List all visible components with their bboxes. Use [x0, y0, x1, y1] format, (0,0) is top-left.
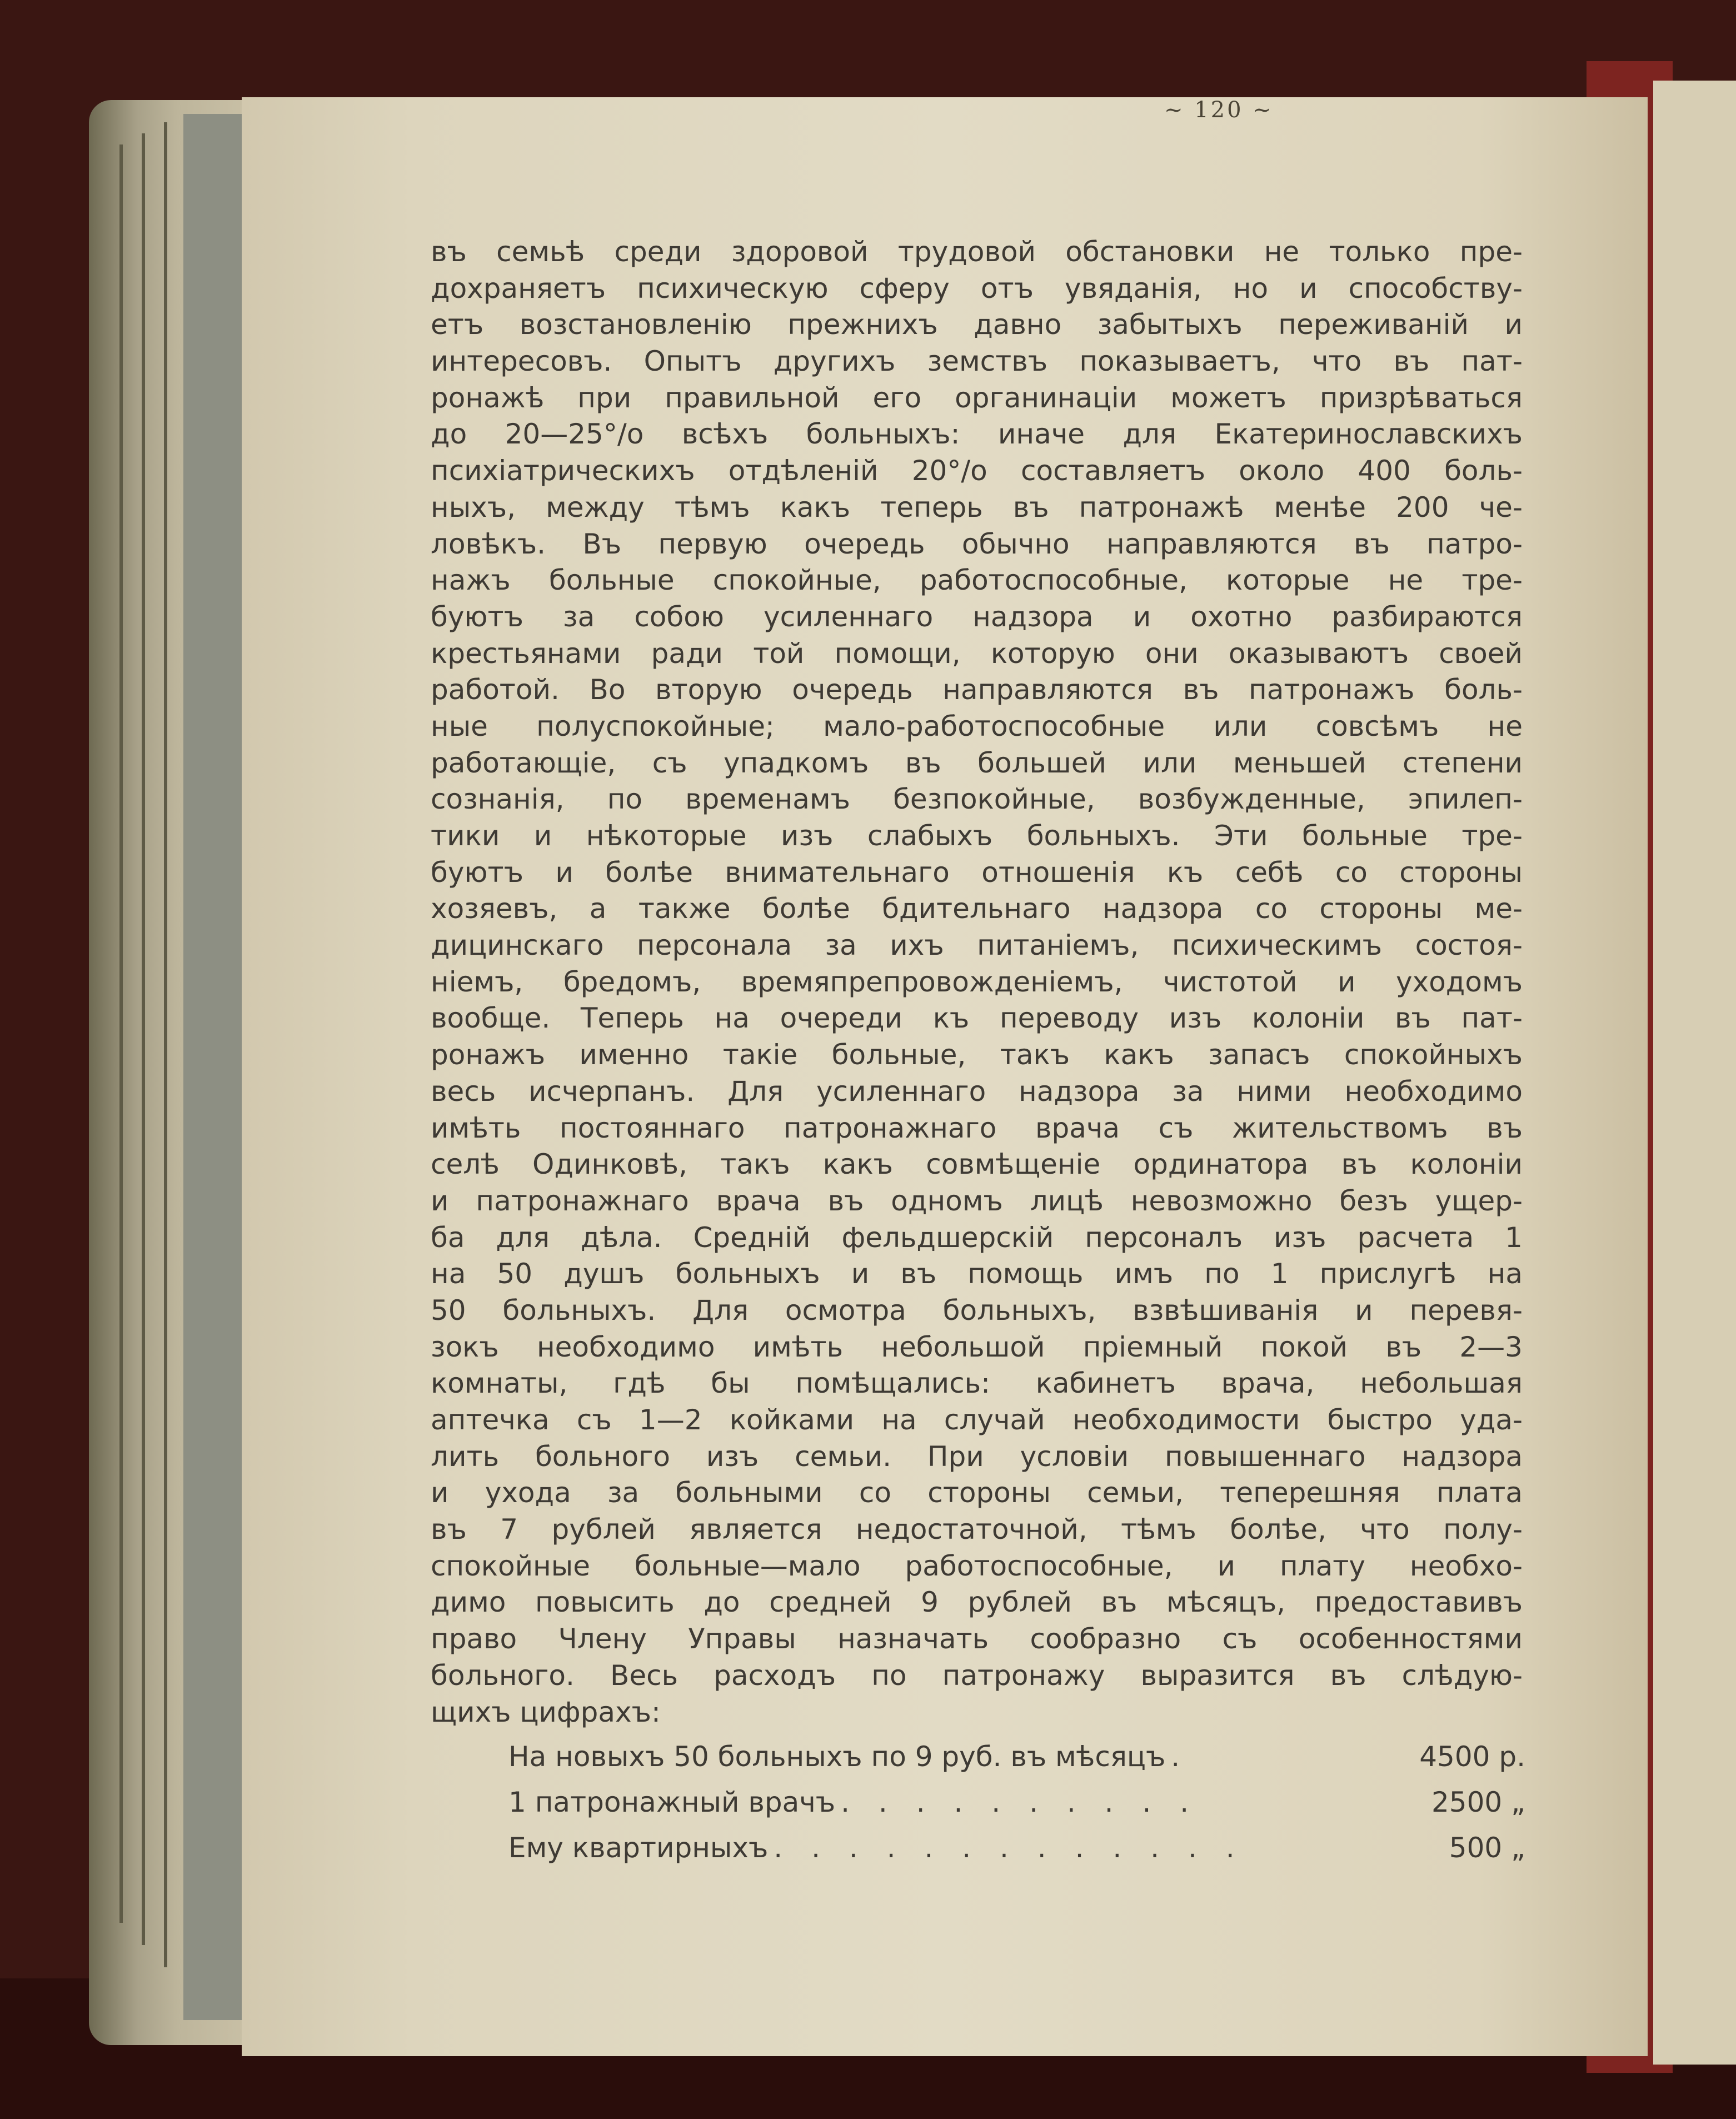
- ledger-label: 1 патронажный врачъ: [508, 1786, 836, 1818]
- ledger-amount: 500 „: [1449, 1832, 1525, 1864]
- ledger-amount: 2500 „: [1431, 1786, 1525, 1818]
- ledger-leader-dots: . . . . . . . . . .: [841, 1786, 1199, 1818]
- expense-ledger: [508, 1734, 1525, 1871]
- text-line: ронажъ именно такіе больные, такъ какъ запасъ спокойныхъ: [431, 1039, 1523, 1071]
- text-line: етъ возстановленію прежнихъ давно забытыхъ переживаній и: [431, 308, 1523, 341]
- text-line: психіатрическихъ отдѣленій 20°/o составляетъ около 400 боль-: [431, 455, 1523, 487]
- text-line: до 20—25°/o всѣхъ больныхъ: иначе для Екатеринославскихъ: [431, 418, 1523, 451]
- text-line: буютъ за собою усиленнаго надзора и охотно разбираются: [431, 600, 1523, 633]
- text-line: ба для дѣла. Среднiй фельдшерскiй персоналъ изъ расчета 1: [431, 1221, 1523, 1254]
- text-line: лить больного изъ семьи. При условіи повышеннаго надзора: [431, 1440, 1523, 1473]
- body-paragraph: [431, 234, 1523, 1731]
- text-line: имѣть постояннаго патронажнаго врача съ жительствомъ въ: [431, 1111, 1523, 1144]
- ledger-row: [508, 1825, 1525, 1871]
- text-line: ловѣкъ. Въ первую очередь обычно направляются въ патро-: [431, 527, 1523, 560]
- text-line: зокъ необходимо имѣть небольшой пріемный покой въ 2—3: [431, 1330, 1523, 1363]
- stack-edge-line: [164, 122, 167, 1967]
- text-line: спокойные больные—мало работоспособные, и плату необхо-: [431, 1549, 1523, 1582]
- text-line: право Члену Управы назначать сообразно съ особенностями: [431, 1623, 1523, 1656]
- text-line: дохраняетъ психическую сферу отъ увяданія, но и способству-: [431, 272, 1523, 305]
- text-line: селѣ Одинковѣ, такъ какъ совмѣщеніе ординатора въ колоніи: [431, 1148, 1523, 1181]
- text-line: хозяевъ, а также болѣе бдительнаго надзора со стороны ме-: [431, 893, 1523, 925]
- text-line: и ухода за больными со стороны семьи, теперешняя плата: [431, 1477, 1523, 1509]
- text-line: нажъ больные спокойные, работоспособные, которые не тре-: [431, 564, 1523, 597]
- text-line: тики и нѣкоторые изъ слабыхъ больныхъ. Эти больные тре-: [431, 820, 1523, 852]
- ledger-row: [508, 1734, 1525, 1779]
- text-line: щихъ цифрахъ:: [431, 1696, 661, 1728]
- text-line: и патронажнаго врача въ одномъ лицѣ невозможно безъ ущер-: [431, 1184, 1523, 1217]
- text-line: вообще. Теперь на очереди къ переводу изъ колоніи въ пат-: [431, 1002, 1523, 1035]
- ledger-leader-dots: . . . . . . . . . . . . .: [774, 1832, 1245, 1864]
- text-line: дицинскаго персонала за ихъ питаніемъ, психическимъ состоя-: [431, 929, 1523, 962]
- text-line: ные полуспокойные; мало-работоспособные или совсѣмъ не: [431, 710, 1523, 742]
- text-line: буютъ и болѣе внимательнаго отношенія къ себѣ со стороны: [431, 856, 1523, 889]
- text-line: крестьянами ради той помощи, которую они оказываютъ своей: [431, 637, 1523, 670]
- text-line: аптечка съ 1—2 койками на случай необходимости быстро уда-: [431, 1404, 1523, 1436]
- text-line: больного. Весь расходъ по патронажу выразится въ слѣдую-: [431, 1659, 1523, 1692]
- document-page: [242, 97, 1648, 2056]
- text-line: въ семьѣ среди здоровой трудовой обстановки не только пре-: [431, 236, 1523, 268]
- text-line: ныхъ, между тѣмъ какъ теперь въ патронажѣ менѣе 200 че-: [431, 491, 1523, 523]
- stack-edge-line: [142, 133, 145, 1945]
- text-line: интересовъ. Опытъ другихъ земствъ показываетъ, что въ пат-: [431, 345, 1523, 378]
- text-line: работающіе, съ упадкомъ въ большей или меньшей степени: [431, 746, 1523, 779]
- ledger-label: На новыхъ 50 больныхъ по 9 руб. въ мѣсяцъ: [508, 1741, 1166, 1773]
- text-line: димо повысить до средней 9 рублей въ мѣсяцъ, предоставивъ: [431, 1586, 1523, 1619]
- page-gutter-band: [183, 114, 245, 2020]
- text-line: на 50 душъ больныхъ и въ помощь имъ по 1 прислугѣ на: [431, 1258, 1523, 1290]
- text-line: 50 больныхъ. Для осмотра больныхъ, взвѣшиванія и перевя-: [431, 1294, 1523, 1327]
- page-header-mark: ~ 120 ~: [1164, 97, 1274, 123]
- facing-page-edge: [1653, 81, 1736, 2065]
- text-line: весь исчерпанъ. Для усиленнаго надзора за ними необходимо: [431, 1075, 1523, 1108]
- text-line: въ 7 рублей является недостаточной, тѣмъ болѣе, что полу-: [431, 1513, 1523, 1546]
- text-line: комнаты, гдѣ бы помѣщались: кабинетъ врача, небольшая: [431, 1367, 1523, 1400]
- stack-edge-line: [119, 144, 123, 1923]
- text-line: сознанія, по временамъ безпокойные, возбужденные, эпилеп-: [431, 783, 1523, 816]
- ledger-leader-dots: .: [1171, 1741, 1190, 1773]
- text-line: работой. Во вторую очередь направляются въ патронажъ боль-: [431, 674, 1523, 706]
- ledger-label: Ему квартирныхъ: [508, 1832, 769, 1864]
- text-line: ронажѣ при правильной его органинаціи можетъ призрѣваться: [431, 381, 1523, 414]
- ledger-amount: 4500 р.: [1419, 1741, 1525, 1773]
- ledger-row: [508, 1779, 1525, 1825]
- text-line: ніемъ, бредомъ, времяпрепровожденіемъ, чистотой и уходомъ: [431, 965, 1523, 998]
